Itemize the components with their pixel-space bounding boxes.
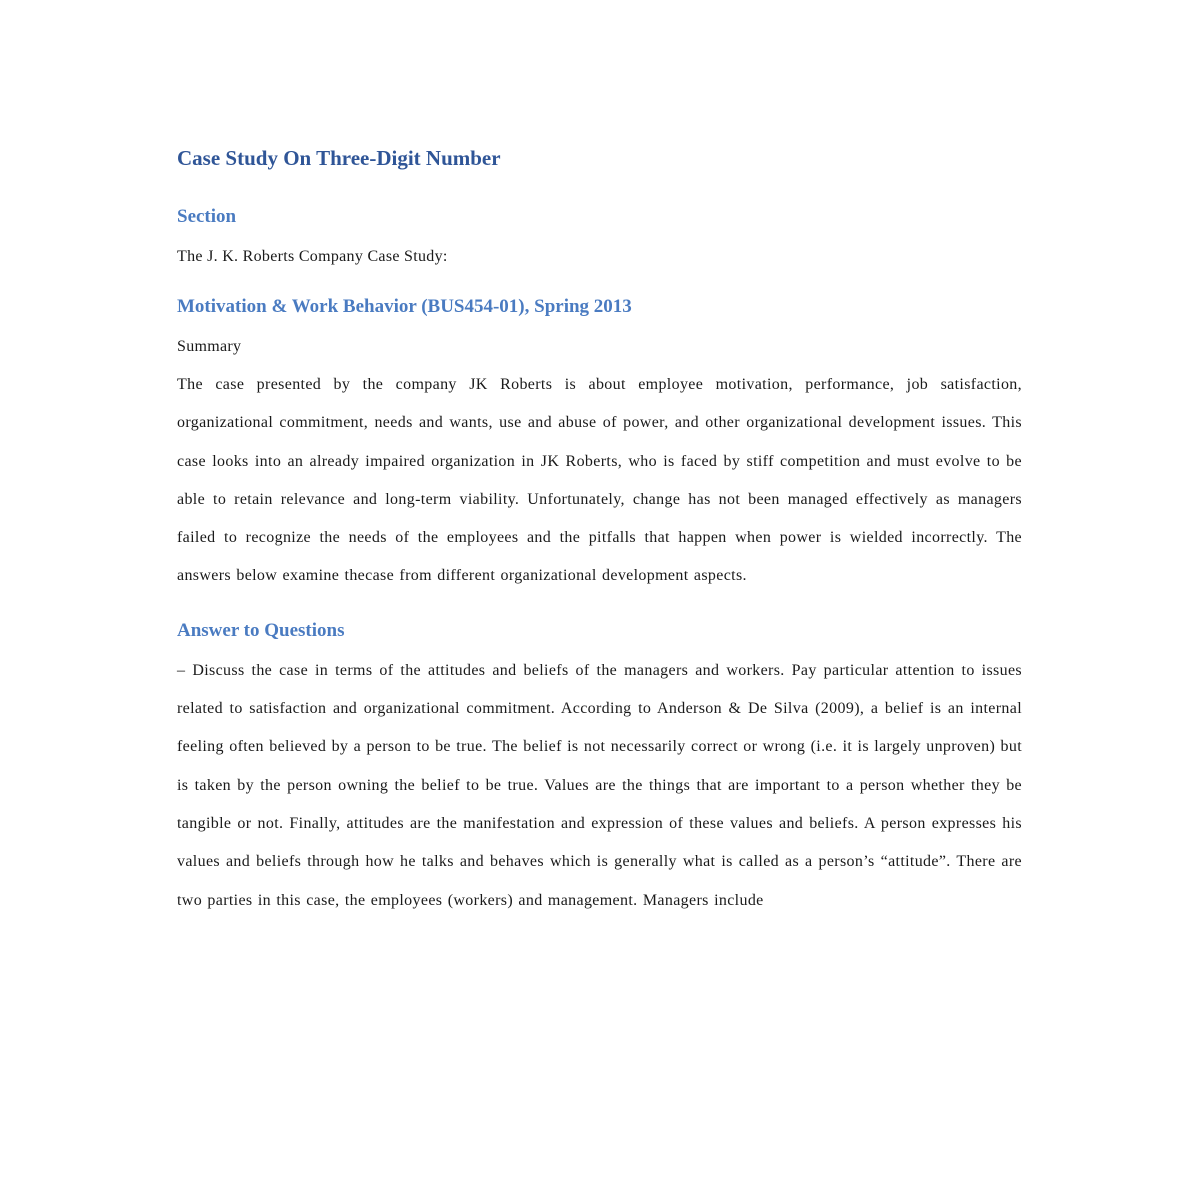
summary-label: Summary — [177, 338, 242, 355]
course-heading: Motivation & Work Behavior (BUS454-01), Spring 2013 — [177, 296, 632, 317]
document-page — [177, 138, 1022, 920]
answers-heading: Answer to Questions — [177, 619, 345, 641]
document-title: Case Study On Three-Digit Number — [177, 146, 501, 170]
answer-paragraph: – Discuss the case in terms of the attitudes and beliefs of the managers and workers. Pay particular attention to issues related to satisfaction and organizational commitment. According to Anderson & De Silva (2009), a belief is an internal feeling often believed by a person to be true. The belief is not necessarily correct or wrong (i.e. it is largely unproven) but is taken by the person owning the belief to be true. Values are the things that are important to a person whether they be tangible or not. Finally, attitudes are the manifestation and expression of these values and beliefs. A person expresses his values and beliefs through how he talks and behaves which is generally what is called as a person’s “attitude”. There are two parties in this case, the employees (workers) and management. Managers include — [177, 661, 1022, 909]
section-heading: Section — [177, 206, 237, 227]
summary-paragraph: The case presented by the company JK Roberts is about employee motivation, performance, job satisfaction, organizational commitment, needs and wants, use and abuse of power, and other organizational development issues. This case looks into an already impaired organization in JK Roberts, who is faced by stiff competition and must evolve to be able to retain relevance and long-term viability. Unfortunately, change has not been managed effectively as managers failed to recognize the needs of the employees and the pitfalls that happen when power is wielded incorrectly. The answers below examine thecase from different organizational development aspects. — [177, 376, 1022, 585]
company-line: The J. K. Roberts Company Case Study: — [177, 248, 448, 265]
